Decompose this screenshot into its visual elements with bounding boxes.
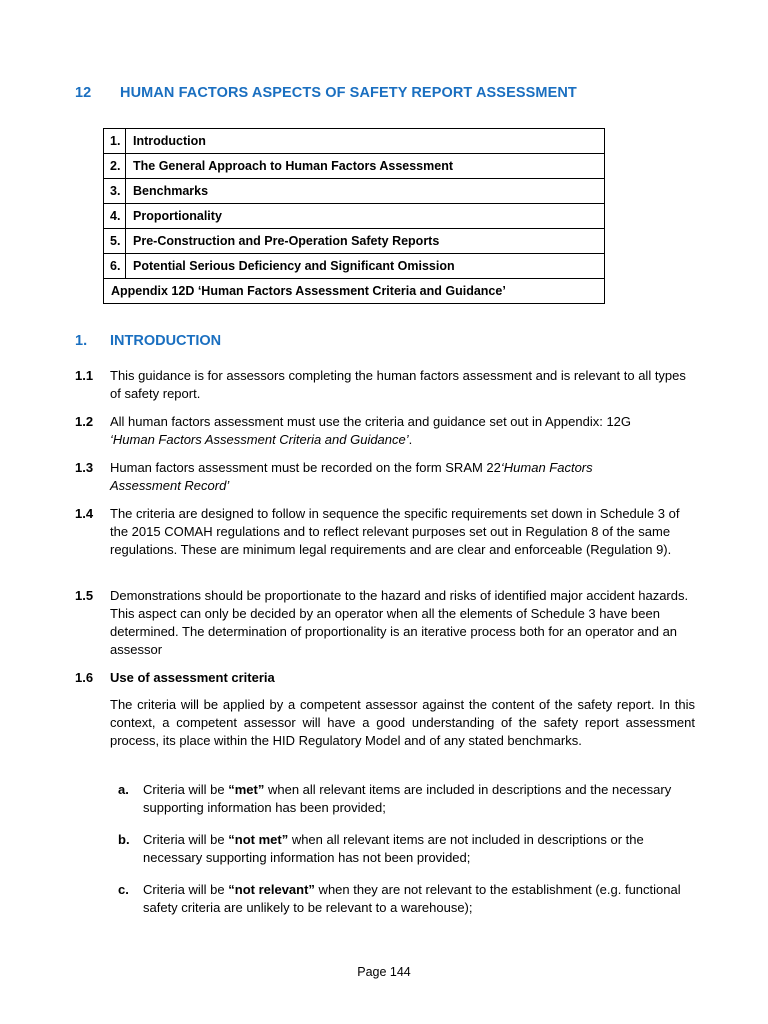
contents-row-number: 6.	[104, 254, 126, 279]
list-item-post: when all relevant items are not included in descriptions or the necessary supporting information has not been provided;	[143, 832, 644, 865]
criteria-list-item	[118, 831, 698, 867]
paragraph-number: 1.6	[75, 670, 94, 685]
contents-row	[104, 179, 605, 204]
paragraph-number: 1.4	[75, 506, 94, 521]
chapter-number: 12	[75, 85, 92, 101]
section-heading	[75, 332, 221, 350]
list-item-letter: c.	[118, 882, 129, 897]
list-item-letter: b.	[118, 832, 130, 847]
paragraph-number: 1.2	[75, 414, 94, 429]
list-item-pre: Criteria will be	[143, 832, 229, 847]
contents-row-number: 5.	[104, 229, 126, 254]
criteria-list-item	[118, 781, 698, 817]
paragraph-1-2	[75, 413, 695, 449]
list-item-keyword: “not met”	[228, 832, 289, 847]
paragraph-1-6	[75, 669, 695, 750]
contents-row	[104, 229, 605, 254]
paragraph-tail: .	[408, 432, 413, 447]
criteria-list-item	[118, 881, 698, 917]
paragraph-1-4	[75, 505, 695, 559]
paragraph-text: The criteria will be applied by a competent assessor against the content of the safety report. In this context, a competent assessor will have a good understanding of the safety report assessment process, its place within the HID Regulatory Model and of any stated benchmarks.	[110, 697, 695, 748]
contents-row	[104, 129, 605, 154]
chapter-heading	[75, 84, 577, 102]
list-item-pre: Criteria will be	[143, 782, 229, 797]
contents-row-number: 3.	[104, 179, 126, 204]
contents-row-number: 4.	[104, 204, 126, 229]
section-number: 1.	[75, 333, 88, 349]
section-title: INTRODUCTION	[110, 333, 222, 349]
paragraph-number: 1.3	[75, 460, 94, 475]
contents-row	[104, 254, 605, 279]
page-number: Page 144	[357, 965, 411, 979]
contents-row	[104, 154, 605, 179]
chapter-title: HUMAN FACTORS ASPECTS OF SAFETY REPORT ASSESSMENT	[120, 85, 577, 101]
list-item-letter: a.	[118, 782, 129, 797]
paragraph-text: Demonstrations should be proportionate to the hazard and risks of identified major accident hazards. This aspect can only be decided by an operator when all the elements of Schedule 3 have been determined. The determination of proportionality is an iterative process both for an operator and an assessor	[110, 588, 689, 657]
contents-appendix-label: Appendix 12D ‘Human Factors Assessment Criteria and Guidance’	[104, 279, 605, 304]
contents-row-label: Proportionality	[126, 204, 605, 229]
paragraph-text: All human factors assessment must use the criteria and guidance set out in Appendix: 12G	[110, 414, 632, 429]
paragraph-text: Human factors assessment must be recorded on the form SRAM 22	[110, 460, 501, 475]
paragraph-text: The criteria are designed to follow in sequence the specific requirements set down in Schedule 3 of the 2015 COMAH regulations and to reflect relevant purposes set out in Regulation 8 of the same regulations. These are minimum legal requirements and are clear and enforceable (Regulation 9).	[110, 506, 680, 557]
paragraph-subheading: Use of assessment criteria	[110, 670, 275, 685]
contents-row-label: Potential Serious Deficiency and Significant Omission	[126, 254, 605, 279]
paragraph-number: 1.5	[75, 588, 94, 603]
paragraph-italic-reference: ‘Human Factors Assessment Criteria and Guidance’	[110, 432, 409, 447]
contents-row	[104, 204, 605, 229]
contents-row-label: Pre-Construction and Pre-Operation Safety Reports	[126, 229, 605, 254]
paragraph-text: This guidance is for assessors completing the human factors assessment and is relevant to all types of safety report.	[110, 368, 686, 401]
contents-row-number: 2.	[104, 154, 126, 179]
list-item-post: when all relevant items are included in descriptions and the necessary supporting information has been provided;	[143, 782, 672, 815]
list-item-keyword: “not relevant”	[228, 882, 315, 897]
list-item-pre: Criteria will be	[143, 882, 229, 897]
contents-row-number: 1.	[104, 129, 126, 154]
list-item-post: when they are not relevant to the establishment (e.g. functional safety criteria are unlikely to be relevant to a warehouse);	[143, 882, 681, 915]
paragraph-1-1	[75, 367, 695, 403]
contents-row-label: Benchmarks	[126, 179, 605, 204]
list-item-keyword: “met”	[228, 782, 265, 797]
contents-row-label: The General Approach to Human Factors Assessment	[126, 154, 605, 179]
paragraph-italic-reference: ‘Human Factors Assessment Record’	[110, 460, 593, 493]
contents-table	[103, 128, 605, 304]
paragraph-1-3	[75, 459, 695, 495]
paragraph-1-5	[75, 587, 695, 659]
contents-appendix-row	[104, 279, 605, 304]
paragraph-number: 1.1	[75, 368, 94, 383]
contents-row-label: Introduction	[126, 129, 605, 154]
